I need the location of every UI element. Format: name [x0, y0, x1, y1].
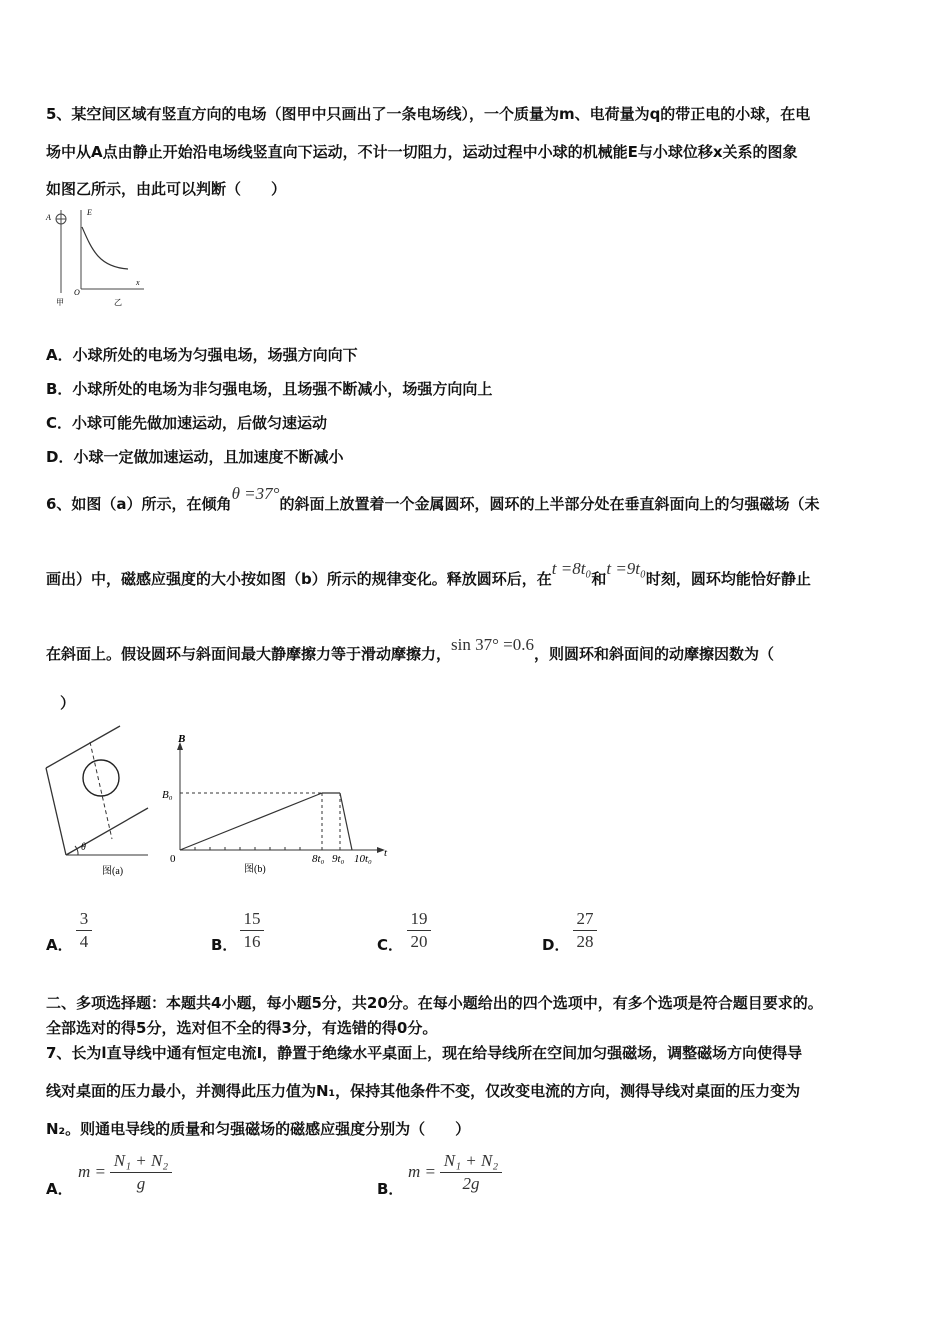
label-e: E — [87, 208, 92, 217]
incline-left-edge — [46, 768, 66, 855]
q6-option-d-den: 28 — [576, 932, 594, 951]
q5-option-b: B．小球所处的电场为非匀强电场，且场强不断减小，场强方向向上 — [46, 380, 493, 398]
b-drop-line — [340, 793, 352, 850]
q5-figure — [44, 205, 159, 310]
b-ramp-line — [180, 793, 322, 850]
q6-line2 — [46, 559, 811, 589]
t8-label: 8t₀ — [312, 853, 325, 865]
b0-label: B₀ — [162, 789, 173, 801]
q6-t1: t =8t₀ — [551, 559, 592, 578]
q7-option-b-num: N₁ + N₂ — [440, 1150, 502, 1173]
q6-line1 — [46, 484, 820, 514]
q7-option-a-den: g — [136, 1174, 146, 1193]
q6-option-b-den: 16 — [243, 932, 261, 951]
q6-option-c-value — [407, 908, 431, 953]
q5-option-c: C．小球可能先做加速运动，后做匀速运动 — [46, 414, 328, 432]
q7-option-b-m: m = — [408, 1162, 436, 1181]
label-jia: 甲 — [56, 298, 64, 307]
label-o: O — [74, 288, 80, 297]
label-yi: 乙 — [114, 298, 122, 307]
caption-a: 图(a) — [102, 866, 124, 877]
q6-line1-b: 的斜面上放置着一个金属圆环，圆环的上半部分处在垂直斜面向上的匀强磁场（未 — [279, 495, 820, 513]
q5-option-d: D．小球一定做加速运动，且加速度不断减小 — [46, 448, 344, 466]
q6-option-d-label: D． — [542, 936, 570, 954]
t-label: t — [384, 847, 388, 859]
q7-option-b-value — [440, 1150, 502, 1195]
label-x: x — [136, 278, 140, 287]
q6-option-a-value — [76, 908, 92, 953]
q7-option-b-den: 2g — [462, 1174, 480, 1193]
q6-sin: sin 37° =0.6 — [451, 635, 534, 654]
q6-option-b-num: 15 — [240, 908, 264, 931]
q6-line3-b: ，则圆环和斜面间的动摩擦因数为（ — [534, 645, 775, 663]
energy-curve — [82, 227, 128, 269]
q7-line1: 7、长为l直导线中通有恒定电流I，静置于绝缘水平桌面上，现在给导线所在空间加匀强磁场，调整磁场方向使得导 — [46, 1044, 803, 1062]
q6-option-c-den: 20 — [410, 932, 428, 951]
q6-line4: ） — [60, 694, 76, 712]
q5-option-a: A．小球所处的电场为匀强电场，场强方向向下 — [46, 346, 358, 364]
theta-label: θ — [81, 842, 86, 853]
t9-label: 9t₀ — [332, 853, 345, 865]
incline-bottom-edge — [66, 808, 148, 855]
q6-line2-b: 和 — [591, 570, 607, 588]
b-label: B — [178, 733, 186, 745]
q6-option-a-den: 4 — [79, 932, 89, 951]
t10-label: 10t₀ — [354, 853, 372, 865]
q7-option-b-label: B． — [377, 1180, 404, 1198]
q6-figure-a — [44, 720, 164, 880]
section2-line1: 二、多项选择题：本题共4小题，每小题5分，共20分。在每小题给出的四个选项中，有多个选项是符合题目要求的。 — [46, 994, 823, 1012]
q6-option-a-label: A． — [46, 936, 73, 954]
q6-option-c-num: 19 — [407, 908, 431, 931]
q7-line3: N₂。则通电导线的质量和匀强磁场的磁感应强度分别为（ ） — [46, 1120, 471, 1138]
q6-t2: t =9t₀ — [606, 559, 646, 578]
q6-line2-a: 画出）中，磁感应强度的大小按如图（b）所示的规律变化。释放圆环后，在 — [46, 570, 552, 588]
q5-line3: 如图乙所示，由此可以判断（ ） — [46, 180, 287, 198]
q6-option-d-value — [573, 908, 597, 953]
q7-option-a-num: N₁ + N₂ — [110, 1150, 172, 1173]
q7-option-a-value — [110, 1150, 172, 1195]
q6-figure-b — [162, 728, 394, 880]
field-boundary — [90, 742, 112, 839]
q7-option-a-label: A． — [46, 1180, 73, 1198]
q6-option-b-value — [240, 908, 264, 953]
q6-option-a-num: 3 — [76, 908, 92, 931]
q5-line2: 场中从A点由静止开始沿电场线竖直向下运动，不计一切阻力，运动过程中小球的机械能E与小球位移x关系的图象 — [46, 143, 798, 161]
q6-option-b-label: B． — [211, 936, 238, 954]
q5-line1: 5、某空间区域有竖直方向的电场（图甲中只画出了一条电场线），一个质量为m、电荷量为q的带正电的小球，在电 — [46, 105, 811, 123]
q7-option-a-m: m = — [78, 1162, 106, 1181]
q6-option-d-num: 27 — [573, 908, 597, 931]
section2-line2: 全部选对的得5分，选对但不全的得3分，有选错的得0分。 — [46, 1019, 438, 1037]
zero-label: 0 — [170, 853, 176, 865]
q6-option-c-label: C． — [377, 936, 404, 954]
label-a: A — [46, 213, 51, 222]
q6-line3-a: 在斜面上。假设圆环与斜面间最大静摩擦力等于滑动摩擦力， — [46, 645, 452, 663]
q7-line2: 线对桌面的压力最小，并测得此压力值为N₁，保持其他条件不变，仅改变电流的方向，测得导线对桌面的压力变为 — [46, 1082, 801, 1100]
q6-line1-a: 6、如图（a）所示，在倾角 — [46, 495, 232, 513]
caption-b: 图(b) — [244, 864, 266, 875]
q6-angle: θ =37° — [231, 484, 280, 503]
q6-line3 — [46, 635, 775, 664]
q6-line2-c: 时刻，圆环均能恰好静止 — [645, 570, 811, 588]
